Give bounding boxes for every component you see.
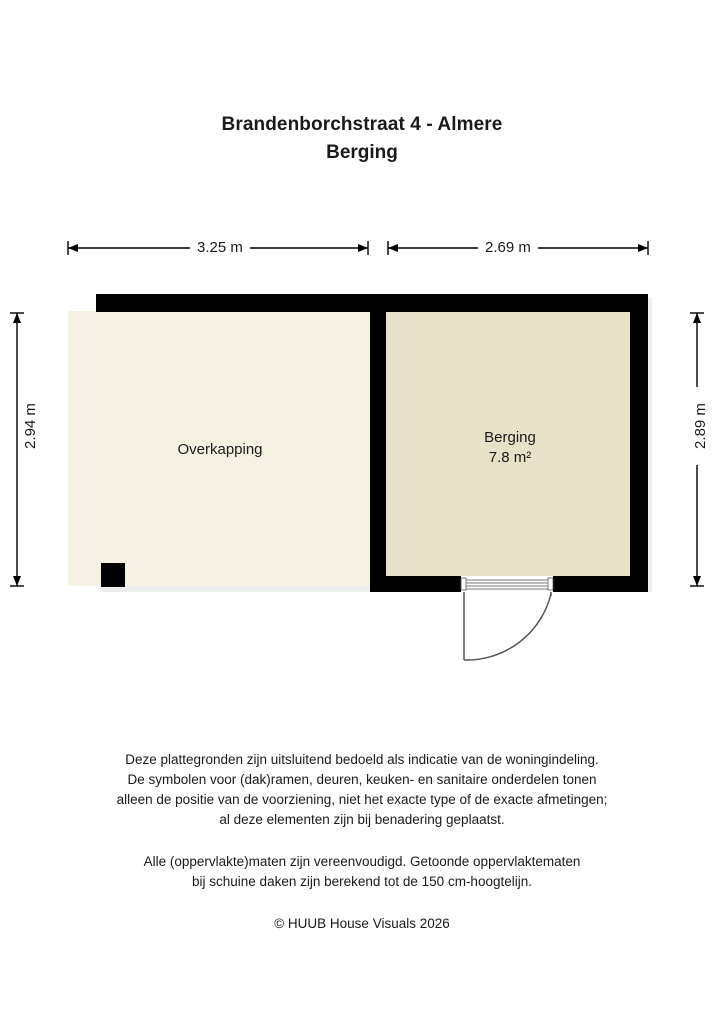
disclaimer-line-3: alleen de positie van de voorziening, niet het exacte type of de exacte afmetingen; [116,792,608,807]
room-area-berging: 7.8 m² [488,449,532,466]
disclaimer-line-2: De symbolen voor (dak)ramen, deuren, keuken- en sanitaire onderdelen tonen [127,772,597,787]
dimension-label-top-left: 3.25 m [190,240,250,256]
dimension-line-left [10,313,24,586]
room-name-overkapping: Overkapping [177,441,263,458]
door-swing-icon [464,592,551,660]
copyright-notice: © HUUB House Visuals 2026 [274,916,450,931]
wall-right [630,294,648,592]
pillar-icon [101,563,125,587]
wall-bottom-left [370,576,465,592]
room-label-overkapping [130,440,310,460]
dimension-label-right: 2.89 m [693,387,709,465]
room-label-berging [440,428,580,468]
title-address: Brandenborchstraat 4 - Almere [221,114,503,135]
title-subtitle: Berging [326,142,398,163]
disclaimer-line-4: al deze elementen zijn bij benadering geplaatst. [219,812,505,827]
footer-disclaimer [0,750,724,934]
measures-line-1: Alle (oppervlakte)maten zijn vereenvoudigd. Getoonde oppervlaktematen [143,854,581,869]
room-name-berging: Berging [484,429,536,446]
wall-bottom-right [549,576,648,592]
disclaimer-line-1: Deze plattegronden zijn uitsluitend bedoeld als indicatie van de woningindeling. [125,752,599,767]
dimension-label-left: 2.94 m [23,387,39,465]
measures-line-2: bij schuine daken zijn berekend tot de 150 cm-hoogtelijn. [192,874,532,889]
door-threshold [461,576,553,592]
dimension-label-top-right: 2.69 m [478,240,538,256]
wall-divider [370,294,386,592]
